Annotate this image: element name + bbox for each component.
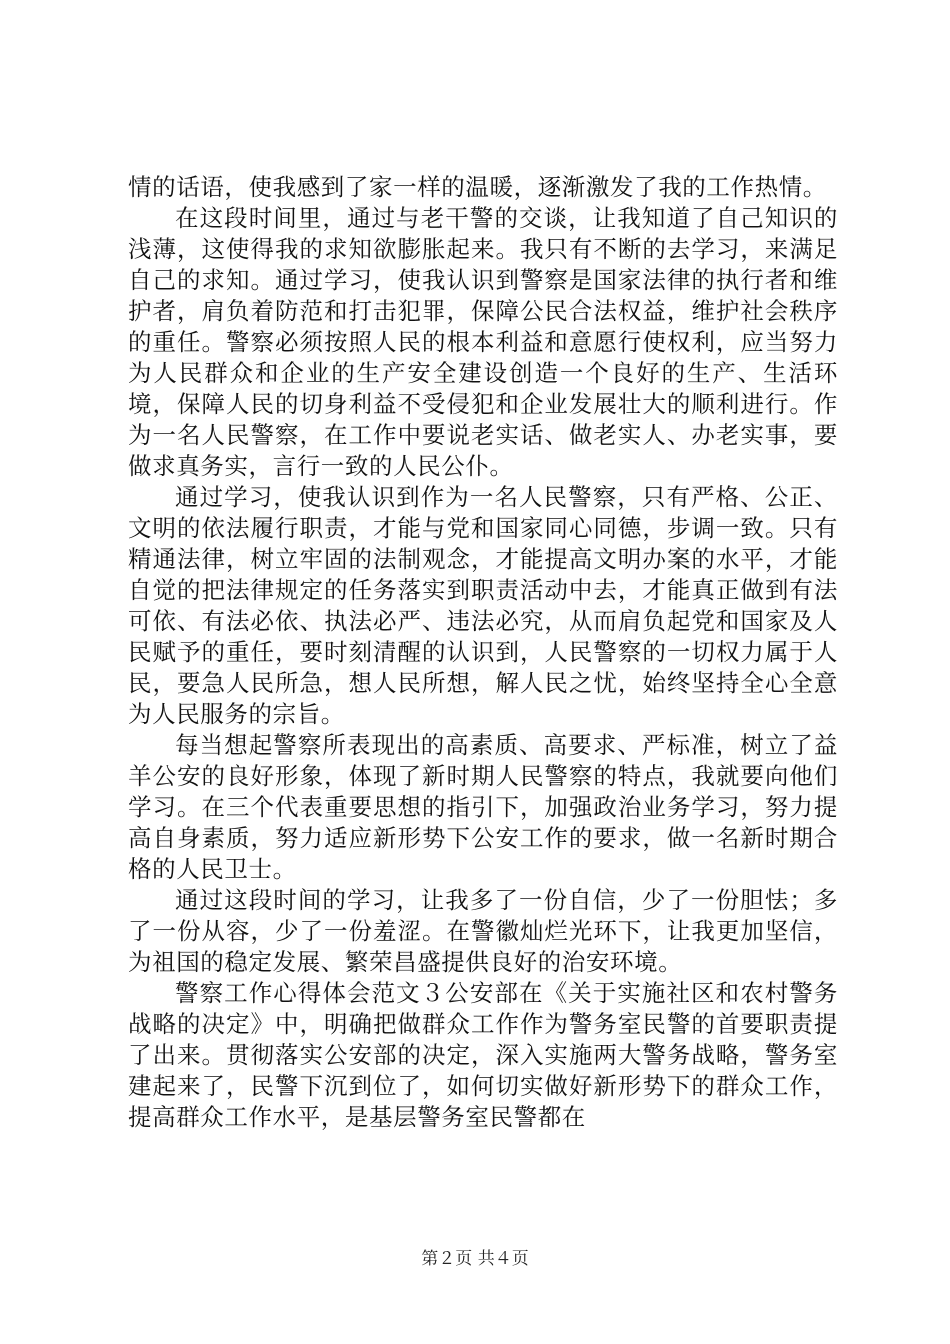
document-body [128,172,838,1133]
page-number-footer: 第２页 共４页 [421,1249,529,1269]
paragraph: 在这段时间里，通过与老干警的交谈，让我知道了自己知识的浅薄，这使得我的求知欲膨胀起来。我只有不断的去学习，来满足自己的求知。通过学习，使我认识到警察是国家法律的执行者和维护者，肩负着防范和打击犯罪，保障公民合法权益，维护社会秩序的重任。警察必须按照人民的根本利益和意愿行使权利，应当努力为人民群众和企业的生产安全建设创造一个良好的生产、生活环境，保障人民的切身利益不受侵犯和企业发展壮大的顺利进行。作为一名人民警察，在工作中要说老实话、做老实人、办老实事，要做求真务实，言行一致的人民公仆。 [128,204,838,480]
paragraph-continuation: 情的话语，使我感到了家一样的温暖，逐渐激发了我的工作热情。 [128,173,827,201]
paragraph: 警察工作心得体会范文３公安部在《关于实施社区和农村警务战略的决定》中，明确把做群众工作作为警务室民警的首要职责提了出来。贯彻落实公安部的决定，深入实施两大警务战略，警务室建起来了，民警下沉到位了，如何切实做好新形势下的群众工作，提高群众工作水平，是基层警务室民警都在 [128,979,838,1131]
paragraph: 每当想起警察所表现出的高素质、高要求、严标准，树立了益羊公安的良好形象，体现了新时期人民警察的特点，我就要向他们学习。在三个代表重要思想的指引下，加强政治业务学习，努力提高自身素质，努力适应新形势下公安工作的要求，做一名新时期合格的人民卫士。 [128,731,838,883]
paragraph: 通过学习，使我认识到作为一名人民警察，只有严格、公正、文明的依法履行职责，才能与党和国家同心同德，步调一致。只有精通法律，树立牢固的法制观念，才能提高文明办案的水平，才能自觉的把法律规定的任务落实到职责活动中去，才能真正做到有法可依、有法必依、执法必严、违法必究，从而肩负起党和国家及人民赋予的重任，要时刻清醒的认识到，人民警察的一切权力属于人民，要急人民所急，想人民所想，解人民之忧，始终坚持全心全意为人民服务的宗旨。 [128,483,838,728]
paragraph: 通过这段时间的学习，让我多了一份自信，少了一份胆怯；多了一份从容，少了一份羞涩。在警徽灿烂光环下，让我更加坚信，为祖国的稳定发展、繁荣昌盛提供良好的治安环境。 [128,886,838,976]
